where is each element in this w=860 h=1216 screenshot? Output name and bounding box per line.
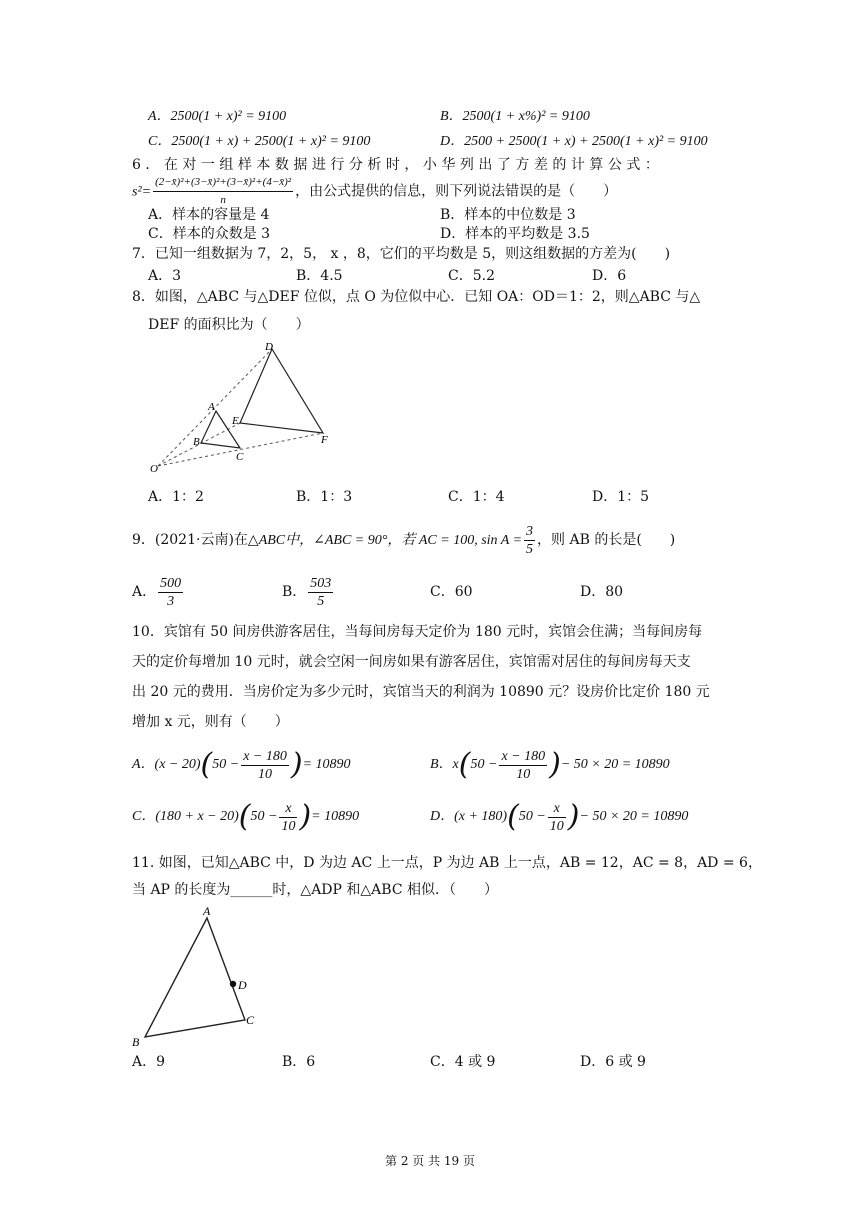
q6-stem: 6．在对一组样本数据进行分析时，小华列出了方差的计算公式：	[132, 157, 664, 173]
q10-option-a-num: x − 180	[243, 748, 287, 764]
q11-label-d: D	[238, 978, 247, 992]
q10-option-b-den: 10	[516, 766, 531, 782]
q10-option-d-inner: 50 −	[518, 809, 546, 825]
q5-option-d: D．2500 + 2500(1 + x) + 2500(1 + x)² = 9100	[440, 134, 708, 149]
q10-option-b-inner: 50 −	[470, 757, 498, 773]
q9-option-b	[282, 572, 335, 612]
q11-label-a: A	[203, 904, 211, 918]
q6-option-d: D．样本的平均数是 3.5	[440, 226, 590, 242]
q11-point-d	[230, 981, 236, 987]
q10-option-d-num: x	[548, 800, 566, 818]
q9-option-b-den: 5	[317, 593, 325, 609]
q11-stem-line2: 当 AP 的长度为______时，△ADP 和△ABC 相似．（ ）	[132, 882, 498, 898]
q9-fraction	[524, 523, 535, 558]
q8-label-b: B	[193, 436, 200, 448]
q9-stem-middle: 中，∠ABC = 90°，若 AC = 100, sin A =	[285, 533, 523, 548]
q10-option-d-prefix: D．(x + 180)	[430, 809, 508, 825]
q10-option-a-inner: 50 −	[212, 757, 240, 773]
q9-stem-tail: ，则 AB 的长是( )	[537, 532, 676, 548]
q8-option-d: D．1：5	[592, 489, 650, 505]
q10-option-b-result: − 50 × 20 = 10890	[560, 757, 670, 773]
q11-label-b: B	[132, 1035, 140, 1049]
q6-option-a: A．样本的容量是 4	[148, 207, 270, 223]
q10-option-c: C．(180 + x − 20)(50 − $\frac{x}{10}$ )= 10890	[132, 799, 360, 834]
q10-stem-line4: 增加 x 元，则有（ ）	[132, 714, 289, 730]
q10-option-a-den: 10	[258, 766, 273, 782]
q8-option-c: C．1：4	[448, 489, 505, 505]
q9-option-a-den: 3	[167, 593, 175, 609]
q10-option-a-result: = 10890	[302, 757, 351, 773]
q7-option-a: A．3	[148, 268, 182, 284]
q10-option-c-inner: 50 −	[250, 809, 278, 825]
q11-stem-line1: 11. 如图，已知△ABC 中，D 为边 AC 上一点，P 为边 AB 上一点，AB = 12，AC = 8，AD = 6，	[132, 855, 762, 871]
q9-stem-prefix: 9．(2021·云南)在	[132, 532, 248, 548]
q10-option-b-prefix: B．x	[430, 757, 459, 773]
q8-label-e: E	[232, 415, 239, 427]
q9-option-b-label: B．	[282, 584, 307, 600]
q8-label-c: C	[236, 451, 244, 463]
q5-option-a: A．2500(1 + x)² = 9100	[148, 109, 287, 124]
q9-option-a	[132, 572, 185, 612]
q10-option-a-prefix: A．(x − 20)	[132, 757, 201, 773]
q6-option-b: B．样本的中位数是 3	[440, 207, 576, 223]
q11-label-c: C	[246, 1013, 255, 1027]
q10-option-c-fraction	[279, 800, 297, 835]
q6-formula-lhs: s²=	[132, 184, 152, 200]
q8-label-f: F	[321, 434, 328, 446]
q11-option-a: A．9	[132, 1054, 166, 1070]
q6-formula-denominator: n	[220, 194, 226, 206]
q9-fraction-denominator: 5	[526, 541, 534, 557]
q11-option-c: C．4 或 9	[430, 1054, 496, 1070]
q8-option-a: A．1：2	[148, 489, 204, 505]
q8-option-b: B．1：3	[296, 489, 353, 505]
q10-option-c-result: = 10890	[311, 809, 360, 825]
q10-option-c-prefix: C．(180 + x − 20)	[132, 809, 239, 825]
q10-option-a-fraction	[241, 748, 289, 783]
q6-formula-numerator: (2−x̄)²+(3−x̄)²+(3−x̄)²+(4−x̄)²	[153, 174, 293, 192]
q8-stem-line2: DEF 的面积比为（ ）	[148, 317, 310, 333]
q9-option-b-num: 503	[310, 575, 332, 591]
q9-triangle: △ABC	[247, 533, 286, 548]
q10-option-b-num: x − 180	[501, 748, 546, 764]
q9-option-a-label: A．	[132, 584, 157, 600]
q11-figure	[125, 902, 275, 1052]
q9-stem	[132, 520, 675, 561]
q9-option-c: C．60	[430, 584, 473, 600]
q10-option-d-fraction	[548, 800, 566, 835]
q8-stem-line1: 8．如图，△ABC 与△DEF 位似，点 O 为位似中心．已知 OA：OD＝1：2，则△ABC 与△	[132, 289, 701, 305]
q10-option-d-den: 10	[549, 818, 564, 834]
q10-option-c-num: x	[279, 800, 297, 818]
q8-label-a: A	[208, 401, 215, 413]
q6-formula-fraction	[153, 174, 293, 209]
q8-figure	[140, 338, 350, 478]
q7-stem: 7．已知一组数据为 7，2，5， x ，8，它们的平均数是 5，则这组数据的方差为( )	[132, 246, 671, 262]
q6-formula	[132, 174, 617, 209]
q10-option-b-fraction	[499, 748, 547, 783]
q10-stem-line3: 出 20 元的费用．当房价定为多少元时，宾馆当天的利润为 10890 元？设房价比定价 180 元	[132, 684, 710, 700]
q10-option-d: D．(x + 180)(50 − $\frac{x}{10}$ )− 50 × 20 = 10890	[430, 799, 689, 834]
q6-stem-tail: ，由公式提供的信息，则下列说法错误的是（ ）	[295, 183, 618, 200]
q8-label-o: O	[150, 463, 158, 475]
q7-option-b: B．4.5	[296, 268, 343, 284]
q9-option-b-fraction	[308, 575, 333, 610]
q6-option-c: C．样本的众数是 3	[148, 226, 271, 242]
q5-option-c: C．2500(1 + x) + 2500(1 + x)² = 9100	[148, 134, 371, 149]
q5-option-b: B．2500(1 + x%)² = 9100	[440, 109, 590, 124]
q10-option-c-den: 10	[281, 818, 296, 834]
q10-option-d-result: − 50 × 20 = 10890	[579, 809, 689, 825]
q9-option-a-fraction	[158, 575, 183, 610]
q7-option-c: C．5.2	[448, 268, 495, 284]
q9-option-d: D．80	[580, 584, 624, 600]
q10-option-a: A．(x − 20)(50 − $\frac{x - 180}{10}$ )= 10890	[132, 747, 351, 782]
q11-option-d: D．6 或 9	[580, 1054, 646, 1070]
page-footer: 第 2 页 共 19 页	[385, 1154, 475, 1168]
q11-option-b: B．6	[282, 1054, 316, 1070]
q10-stem-line1: 10．宾馆有 50 间房供游客居住，当每间房每天定价为 180 元时，宾馆会住满；当每间房每	[132, 624, 703, 640]
q7-option-d: D．6	[592, 268, 627, 284]
q10-option-b: B．x(50 − $\frac{x - 180}{10}$ )− 50 × 20 = 10890	[430, 747, 670, 782]
q10-stem-line2: 天的定价每增加 10 元时，就会空闲一间房如果有游客居住，宾馆需对居住的每间房每天支	[132, 654, 691, 670]
q8-label-d: D	[265, 341, 273, 353]
q9-option-a-num: 500	[160, 575, 182, 591]
q9-fraction-numerator: 3	[526, 523, 534, 539]
